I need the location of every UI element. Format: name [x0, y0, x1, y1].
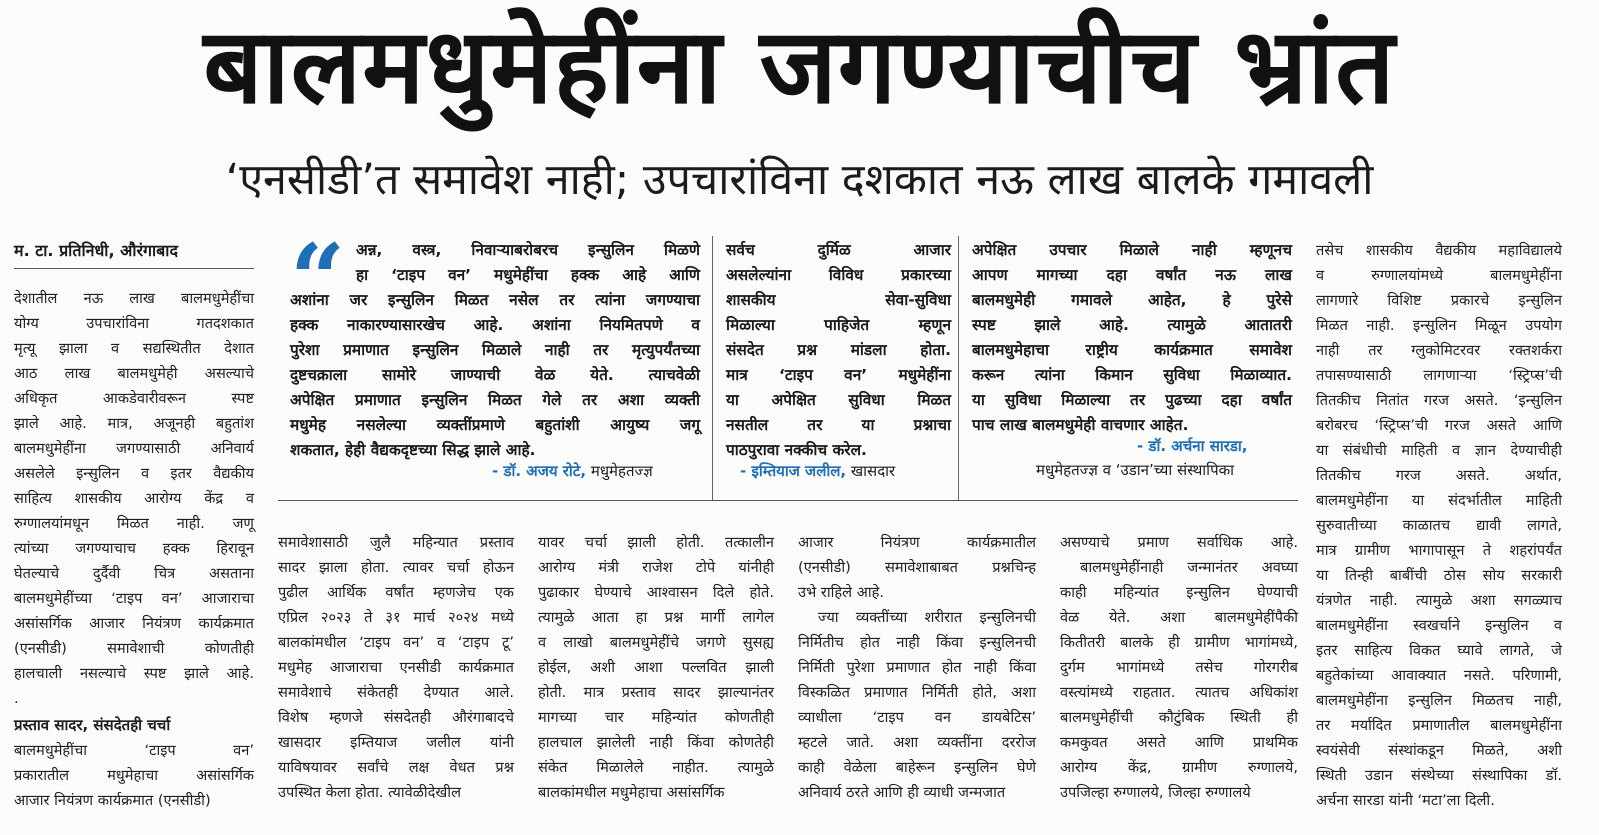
text-line: वेळ येते. अशा बालमधुमेहींपैकी [1060, 609, 1298, 626]
text-line: संसदेत प्रश्न मांडला होता. [726, 341, 951, 359]
text-line: प्रकारातील मधुमेहाचा असांसर्गिक [14, 767, 254, 784]
text-line: बालकांमधील ‘टाइप वन’ व ‘टाइप टू’ [278, 634, 514, 651]
byline-rule [14, 268, 254, 269]
text-line: उपजिल्हा रुग्णालये, जिल्हा रुग्णालये [1060, 784, 1251, 801]
text-line: आजार नियंत्रण कार्यक्रमात (एनसीडी) [14, 792, 211, 809]
text-line: बालमधुमेहींची कौटुंबिक स्थिती ही [1060, 709, 1298, 726]
text-line: देशातील नऊ लाख बालमधुमेहींचा [14, 290, 254, 307]
text-line: बालकांमधील मधुमेहाचा असांसर्गिक [538, 784, 725, 801]
text-line: असांसर्गिक आजार नियंत्रण कार्यक्रमात [14, 615, 254, 632]
text-line: घेतल्याचे दुर्दैवी चित्र असताना [14, 565, 254, 582]
column-1-body-2 [14, 738, 254, 813]
quote-dr-archana-sarda [972, 238, 1292, 443]
text-line: बालमधुमेहींनाही जन्मानंतर अवघ्या [1080, 559, 1298, 576]
text-line: निर्मितीच होत नाही किंवा इन्सुलिनची [798, 634, 1036, 651]
column-6 [1316, 238, 1562, 813]
text-line: म्हटले जाते. अशा व्यक्तींना दररोज [798, 734, 1036, 751]
text-line: याविषयावर सर्वांचे लक्ष वेधत प्रश्न [278, 759, 514, 776]
text-line: या सुविधा मिळाल्या तर पुढच्या दहा वर्षांत [972, 391, 1292, 409]
text-line: पाच लाख बालमधुमेही वाचणार आहेत. [972, 416, 1189, 434]
text-line: निर्मिती पुरेशा प्रमाणात होत नाही किंवा [798, 659, 1036, 676]
text-line: त्यामुळे आता हा प्रश्न मार्गी लागेल [538, 609, 774, 626]
text-line: अर्चना सारडा यांनी ‘मटा’ला दिली. [1316, 792, 1495, 809]
text-line: मात्र ‘टाइप वन’ मधुमेहींना [726, 366, 951, 384]
column-4-body [798, 530, 1036, 805]
text-line: कमकुवत असते आणि प्राथमिक [1060, 734, 1298, 751]
text-line: ज्या व्यक्तींच्या शरीरात इन्सुलिनची [818, 609, 1036, 626]
text-line: पुढील आर्थिक वर्षांत म्हणजेच एक [278, 584, 514, 601]
text-line: योग्य उपचारांविना गतदशकात [14, 315, 254, 332]
text-line: विस्कळित प्रमाणात निर्मिती होते, अशा [798, 684, 1036, 701]
text-line: समावेशासाठी जुलै महिन्यात प्रस्ताव [278, 534, 514, 551]
column-1-body [14, 286, 254, 711]
text-line: हा ‘टाइप वन’ मधुमेहींचा हक्क आहे आणि [356, 266, 700, 284]
text-line: त्यांच्या जगण्याचाच हक्क हिरावून [14, 540, 254, 557]
quote-imtiaz-jaleel [726, 238, 951, 468]
text-line: नसतील तर या प्रश्नाचा [726, 416, 951, 434]
text-line: आपण मागच्या दहा वर्षांत नऊ लाख [972, 266, 1292, 284]
text-line: संकेत मिळालेले नाहीत. त्यामुळे [538, 759, 774, 776]
text-line: आजार नियंत्रण कार्यक्रमातील [798, 534, 1036, 551]
text-line: पुरेशा प्रमाणात इन्सुलिन मिळाले नाही तर मृत्युपर्यंतच्या [290, 341, 700, 359]
subheadline: ‘एनसीडी’त समावेश नाही; उपचारांविना दशकात नऊ लाख बालके गमावली [225, 155, 1374, 205]
quote-2-name: - इम्तियाज जलील, [740, 462, 847, 480]
column-3-body [538, 530, 774, 805]
text-line: . [14, 690, 19, 707]
text-line: अपेक्षित प्रमाणात इन्सुलिन मिळत गेले तर अशा व्यक्ती [290, 391, 700, 409]
quote-1-name: - डॉ. अजय रोटे, [492, 462, 587, 480]
text-line: असण्याचे प्रमाण सर्वाधिक आहे. [1060, 534, 1298, 551]
text-line: (एनसीडी) समावेशाची कोणतीही [14, 640, 254, 657]
text-line: व्याधीला ‘टाइप वन डायबेटिस’ [798, 709, 1036, 726]
column-1 [14, 286, 254, 809]
byline: म. टा. प्रतिनिधी, औरंगाबाद [14, 241, 178, 260]
text-line: सर्वच दुर्मिळ आजार [726, 241, 951, 259]
text-line: मात्र ग्रामीण भागापासून ते शहरांपर्यंत [1316, 542, 1562, 559]
text-line: काही वेळेला बाहेरून इन्सुलिन घेणे [798, 759, 1036, 776]
text-line: साहित्य शासकीय आरोग्य केंद्र व [14, 490, 254, 507]
quote-1-attribution [492, 459, 653, 483]
text-line: स्पष्ट झाले आहे. त्यामुळे आतातरी [972, 316, 1292, 334]
text-line: सादर झाला होता. त्यावर चर्चा होऊन [278, 559, 514, 576]
text-line: पुढाकार घेण्याचे आश्वासन दिले होते. [538, 584, 774, 601]
text-line: बरोबरच ‘स्ट्रिप्स’ची गरज असते आणि [1316, 417, 1562, 434]
text-line: अधिकृत आकडेवारीवरून स्पष्ट [14, 390, 254, 407]
quote-open-icon: “ [290, 223, 346, 336]
text-line: आठ लाख बालमधुमेही असल्याचे [14, 365, 254, 382]
text-line: इतर साहित्य विकत घ्यावे लागते, जे [1316, 642, 1562, 659]
quote-3-role: मधुमेहतज्ज्ञ व ‘उडान’च्या संस्थापिका [1036, 461, 1234, 479]
text-line: स्थिती उडान संस्थेच्या संस्थापिका डॉ. [1316, 767, 1562, 784]
text-line: समावेशाचे संकेतही देण्यात आले. [278, 684, 514, 701]
text-line: वस्त्यांमध्ये राहतात. त्यातच अधिकांश [1060, 684, 1298, 701]
text-line: दुष्टचक्राला सामोरे जाण्याची वेळ येते. त्याचवेळी [290, 366, 700, 384]
text-line: सुरुवातीच्या काळातच द्यावी लागते, [1316, 517, 1562, 534]
text-line: व लाखो बालमधुमेहींचे जगणे सुसह्य [538, 634, 774, 651]
text-line: बालमधुमेहींना या संदर्भातील माहिती [1316, 492, 1562, 509]
quote-3-text [972, 238, 1292, 438]
headline: बालमधुमेहींना जगण्याचीच भ्रांत [203, 5, 1396, 127]
text-line: (एनसीडी) समावेशाबाबत प्रश्नचिन्ह [798, 559, 1036, 576]
text-line: खासदार इम्तियाज जलील यांनी [278, 734, 514, 751]
column-2 [278, 530, 514, 810]
text-line: असलेल्यांना विविध प्रकारच्या [726, 266, 951, 284]
quote-divider-2 [958, 236, 959, 500]
text-line: पाठपुरावा नक्कीच करेल. [726, 441, 867, 459]
text-line: या तिन्ही बाबींची ठोस सोय सरकारी [1316, 567, 1562, 584]
column-4 [798, 530, 1036, 810]
text-line: लागणारे विशिष्ट प्रकारचे इन्सुलिन [1316, 292, 1562, 309]
text-line: बालमधुमेहींना जगण्यासाठी अनिवार्य [14, 440, 254, 457]
text-line: आरोग्य केंद्र, ग्रामीण रुग्णालये, [1060, 759, 1298, 776]
text-line: तर मर्यादित प्रमाणातील बालमधुमेहींना [1316, 717, 1562, 734]
text-line: झाले आहे. मात्र, अजूनही बहुतांश [14, 415, 254, 432]
text-line: मधुमेह आजाराचा एनसीडी कार्यक्रमात [278, 659, 514, 676]
text-line: बालमधुमेहींचा ‘टाइप वन’ [14, 742, 254, 759]
text-line: दुर्गम भागांमध्ये तसेच गोरगरीब [1060, 659, 1298, 676]
text-line: विशेष म्हणजे संसदेतही औरंगाबादचे [278, 709, 514, 726]
text-line: हक्क नाकारण्यासारखेच आहे. अशांना नियमितपणे व [290, 316, 700, 334]
text-line: उपस्थित केला होता. त्यावेळीदेखील [278, 784, 461, 801]
quote-3-name-line [1137, 434, 1247, 458]
text-line: बालमधुमेहींच्या ‘टाइप वन’ आजाराचा [14, 590, 254, 607]
text-line: बालमधुमेहाचा राष्ट्रीय कार्यक्रमात समावेश [972, 341, 1292, 359]
quote-1-role: मधुमेहतज्ज्ञ [590, 462, 653, 480]
text-line: कितीतरी बालके ही ग्रामीण भागांमध्ये, [1060, 634, 1298, 651]
text-line: एप्रिल २०२३ ते ३१ मार्च २०२४ मध्ये [278, 609, 514, 626]
text-line: बालमधुमेही गमावले आहेत, हे पुरेसे [972, 291, 1292, 309]
text-line: या संबंधीची माहिती व ज्ञान देण्याचीही [1316, 442, 1562, 459]
text-line: मागच्या चार महिन्यांत कोणतीही [538, 709, 774, 726]
text-line: असलेले इन्सुलिन व इतर वैद्यकीय [14, 465, 254, 482]
text-line: उभे राहिले आहे. [798, 584, 885, 601]
quote-2-attribution [740, 459, 895, 483]
text-line: यावर चर्चा झाली होती. तत्कालीन [538, 534, 774, 551]
section-head: प्रस्ताव सादर, संसदेतही चर्चा [14, 716, 171, 734]
quote-3-name: - डॉ. अर्चना सारडा, [1137, 437, 1248, 455]
text-line: स्वयंसेवी संस्थांकडून मिळते, अशी [1316, 742, 1562, 759]
text-line: बालमधुमेहींना इन्सुलिन मिळतच नाही, [1316, 692, 1562, 709]
quote-1-text [290, 238, 700, 463]
quote-2-text [726, 238, 951, 463]
text-line: अपेक्षित उपचार मिळाले नाही म्हणूनच [972, 241, 1292, 259]
column-3 [538, 530, 774, 810]
text-line: काही महिन्यांत इन्सुलिन घेण्याची [1060, 584, 1298, 601]
text-line: व रुग्णालयांमध्ये बालमधुमेहींना [1316, 267, 1562, 284]
text-line: तितकीच गरज असते. अर्थात, [1316, 467, 1562, 484]
quote-2-role: खासदार [850, 462, 896, 480]
text-line: या अपेक्षित सुविधा मिळत [726, 391, 951, 409]
text-line: रुग्णालयांमधून मिळत नाही. जणू [14, 515, 254, 532]
text-line: शासकीय सेवा-सुविधा [726, 291, 951, 309]
text-line: होईल, अशी आशा पल्लवित झाली [538, 659, 774, 676]
text-line: मिळाल्या पाहिजेत म्हणून [726, 316, 951, 334]
text-line: आरोग्य मंत्री राजेश टोपे यांनीही [538, 559, 774, 576]
text-line: तपासण्यासाठी लागणाऱ्या ‘स्ट्रिप्स’ची [1316, 367, 1562, 384]
quote-3-role-line [1036, 458, 1234, 482]
text-line: हालचाली नसल्याचे स्पष्ट झाले आहे. [14, 665, 254, 682]
column-2-body [278, 530, 514, 805]
text-line: बहुतेकांच्या आवाक्यात नसते. परिणामी, [1316, 667, 1562, 684]
text-line: शकतात, हेही वैद्यकदृष्टच्या सिद्ध झाले आहे. [290, 441, 536, 459]
text-line: हालचाल झालेली नाही किंवा कोणतेही [538, 734, 774, 751]
text-line: करून त्यांना किमान सुविधा मिळाव्यात. [972, 366, 1292, 384]
text-line: मिळत नाही. इन्सुलिन मिळून उपयोग [1316, 317, 1562, 334]
quote-box-rule [278, 500, 1298, 501]
text-line: मधुमेह नसलेल्या व्यक्तींप्रमाणे बहुतांशी आयुष्य जगू [290, 416, 700, 434]
quote-divider-1 [712, 236, 713, 500]
column-6-body [1316, 238, 1562, 813]
text-line: तितकीच नितांत गरज असते. ‘इन्सुलिन [1316, 392, 1562, 409]
text-line: अनिवार्य ठरते आणि ही व्याधी जन्मजात [798, 784, 1006, 801]
column-5 [1060, 530, 1298, 810]
text-line: होती. मात्र प्रस्ताव सादर झाल्यानंतर [538, 684, 774, 701]
text-line: बालमधुमेहींना स्वखर्चाने इन्सुलिन व [1316, 617, 1562, 634]
text-line: नाही तर ग्लुकोमिटरवर रक्तशर्करा [1316, 342, 1562, 359]
text-line: यंत्रणेत नाही. त्यामुळे अशा सगळ्याच [1316, 592, 1562, 609]
text-line: मृत्यू झाला व सद्यस्थितीत देशात [14, 340, 254, 357]
quote-dr-ajay-rote [290, 238, 700, 468]
text-line: अशांना जर इन्सुलिन मिळत नसेल तर त्यांना जगण्याचा [290, 291, 700, 309]
column-5-body [1060, 530, 1298, 805]
text-line: तसेच शासकीय वैद्यकीय महाविद्यालये [1316, 242, 1562, 259]
text-line: अन्न, वस्त्र, निवाऱ्याबरोबरच इन्सुलिन मिळणे [356, 241, 700, 259]
